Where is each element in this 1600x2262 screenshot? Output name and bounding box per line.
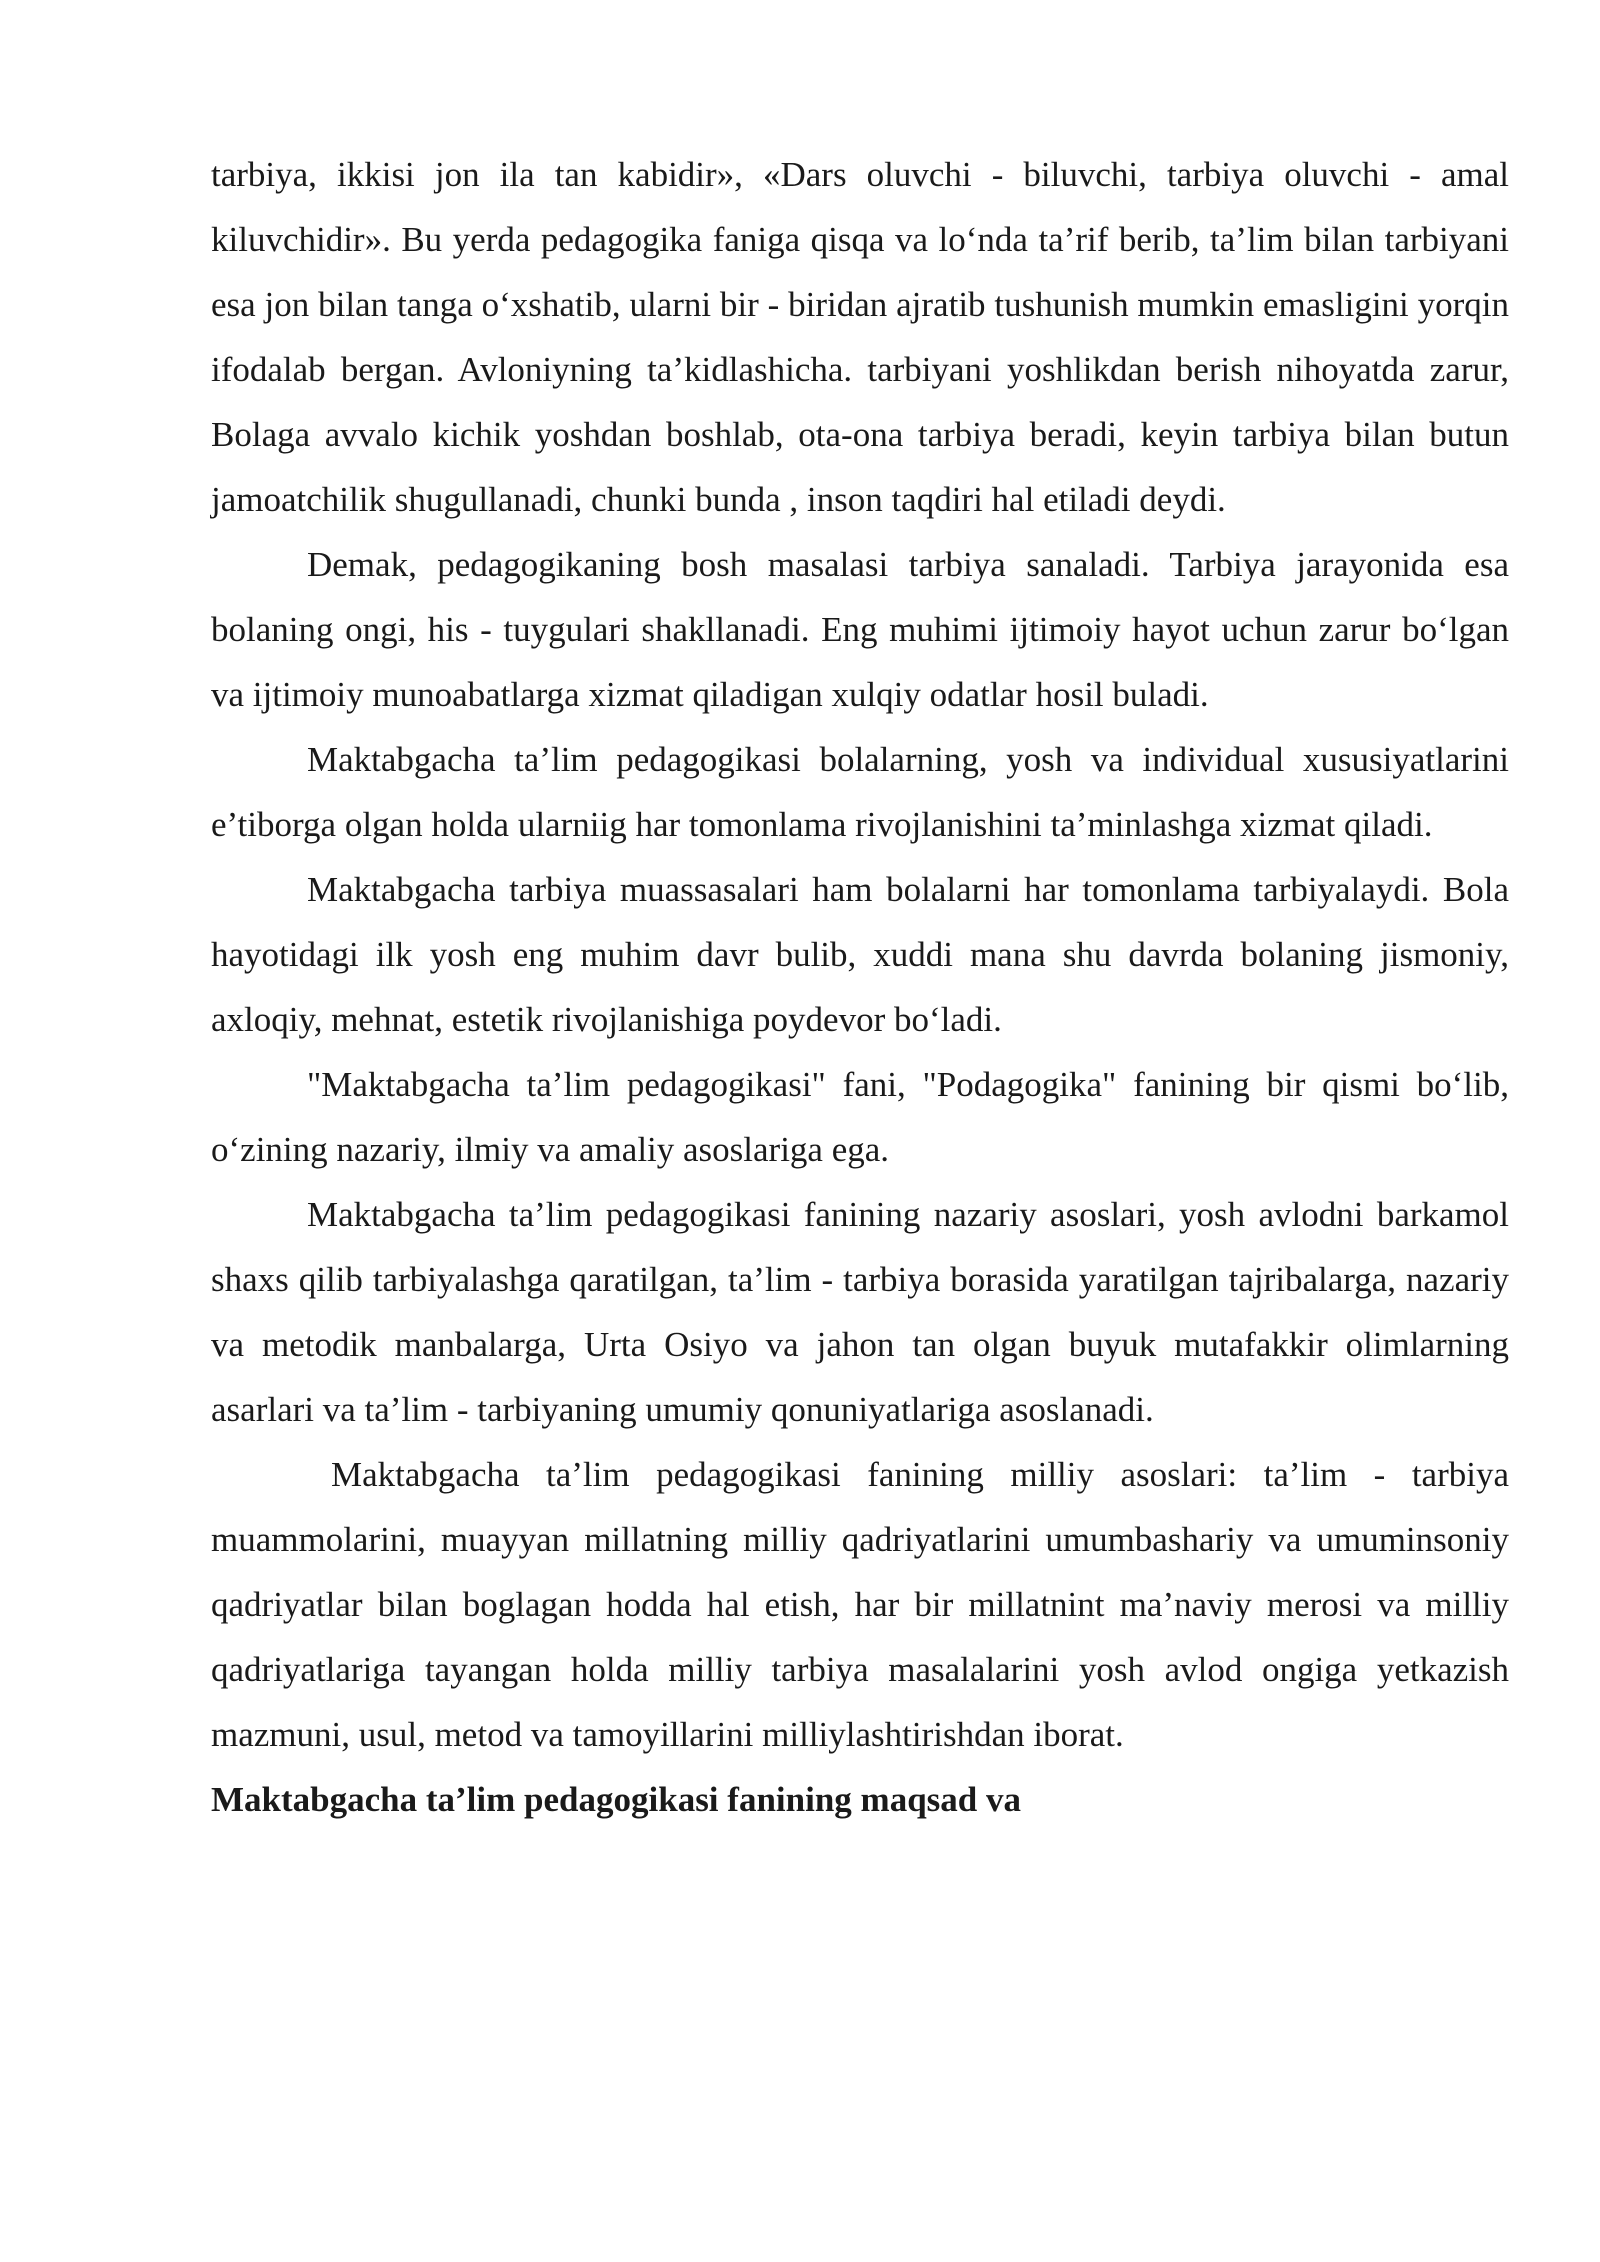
paragraph-6: Maktabgacha ta’lim pedagogikasi fanining nazariy asoslari, yosh avlodni barkamol shaxs qilib tarbiyalashga qaratilgan, ta’lim - tarbiya borasida yaratilgan tajribalarga, nazariy va metodik manbalarga, Urta Osiyo va jahon tan olgan buyuk mutafakkir olimlarning asarlari va ta’lim - tarbiyaning umumiy qonuniyatlariga asoslanadi. (211, 1195, 1509, 1429)
paragraph-5: "Maktabgacha ta’lim pedagogikasi" fani, "Podagogika" fanining bir qismi bo‘lib, o‘zining nazariy, ilmiy va amaliy asoslariga ega. (211, 1065, 1509, 1169)
paragraph-3: Maktabgacha ta’lim pedagogikasi bolalarning, yosh va individual xususiyatlarini e’tiborga olgan holda ularniig har tomonlama rivojlanishini ta’minlashga xizmat qiladi. (211, 740, 1509, 844)
document-body (211, 142, 1509, 1832)
section-heading: Maktabgacha ta’lim pedagogikasi fanining maqsad va (211, 1780, 1021, 1819)
paragraph-7: Maktabgacha ta’lim pedagogikasi fanining milliy asoslari: ta’lim - tarbiya muammolarini, muayyan millatning milliy qadriyatlarini umumbashariy va umuminsoniy qadriyatlar bilan boglagan hodda hal etish, har bir millatnint ma’naviy merosi va milliy qadriyatlariga tayangan holda milliy tarbiya masalalarini yosh avlod ongiga yetkazish mazmuni, usul, metod va tamoyillarini milliylashtirishdan iborat. (211, 1455, 1509, 1754)
paragraph-1: tarbiya, ikkisi jon ila tan kabidir», «Dars oluvchi - biluvchi, tarbiya oluvchi - amal kiluvchidir». Bu yerda pedagogika faniga qisqa va lo‘nda ta’rif berib, ta’lim bilan tarbiyani esa jon bilan tanga o‘xshatib, ularni bir - biridan ajratib tushunish mumkin emasligini yorqin ifodalab bergan. Avloniyning ta’kidlashicha. tarbiyani yoshlikdan berish nihoyatda zarur, Bolaga avvalo kichik yoshdan boshlab, ota-ona tarbiya beradi, keyin tarbiya bilan butun jamoatchilik shugullanadi, chunki bunda , inson taqdiri hal etiladi deydi. (211, 155, 1509, 519)
paragraph-4: Maktabgacha tarbiya muassasalari ham bolalarni har tomonlama tarbiyalaydi. Bola hayotidagi ilk yosh eng muhim davr bulib, xuddi mana shu davrda bolaning jismoniy, axloqiy, mehnat, estetik rivojlanishiga poydevor bo‘ladi. (211, 870, 1509, 1039)
paragraph-2: Demak, pedagogikaning bosh masalasi tarbiya sanaladi. Tarbiya jarayonida esa bolaning ongi, his - tuygulari shakllanadi. Eng muhimi ijtimoiy hayot uchun zarur bo‘lgan va ijtimoiy munoabatlarga xizmat qiladigan xulqiy odatlar hosil buladi. (211, 545, 1509, 714)
